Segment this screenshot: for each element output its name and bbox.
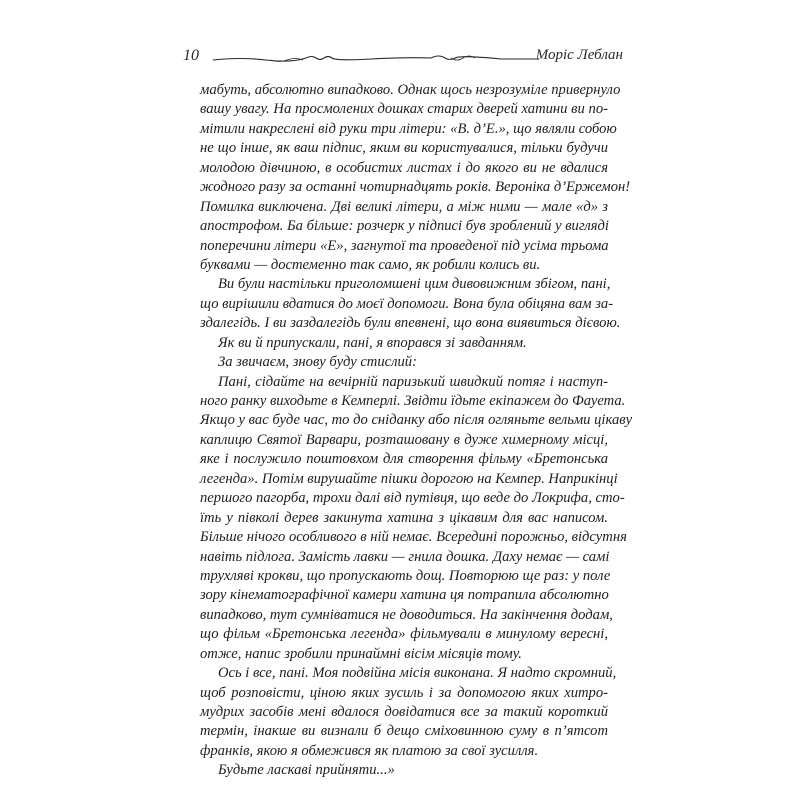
text-line: Ось і все, пані. Моя подвійна місія виконана. Я надто скромний, <box>218 665 617 682</box>
text-line: поперечини літери «Е», загнутої та проведеної під усіма трьома <box>200 237 609 254</box>
text-line: Якщо у вас буде час, то до сніданку або після огляньте вельми цікаву <box>200 412 633 429</box>
text-line: здалегідь. І ви заздалегідь були впевнені, що вона виявиться дієвою. <box>200 315 621 332</box>
text-line: їть у півколі дерев закинута хатина з цікавим для вас написом. <box>200 509 608 526</box>
body-text <box>200 81 633 781</box>
text-line: жодного разу за останні чотирнадцять років. Вероніка д’Ержемон! <box>200 179 631 196</box>
text-line: Як ви й припускали, пані, я впорався зі завданням. <box>218 334 527 351</box>
text-line: що вирішили вдатися до моєї допомоги. Вона була обіцяна вам за- <box>200 295 614 312</box>
text-line: термін, інакше ви визнали б дещо сміховинною суму в п’ятсот <box>200 723 608 740</box>
running-header <box>183 44 623 72</box>
text-line: За звичаєм, знову буду стислий: <box>218 354 417 371</box>
text-line: отже, напис зробили принаймні вісім місяців тому. <box>200 645 522 662</box>
text-line: молодою дівчиною, в особистих листах і до якого ви не вдалися <box>200 159 608 176</box>
text-line: не що інше, як ваш підпис, яким ви користувалися, тільки будучи <box>200 140 608 157</box>
text-line: мудрих засобів мені вдалося довідатися все за такий короткий <box>200 704 608 720</box>
text-line: легенда». Потім вирушайте пішки дорогою на Кемпер. Наприкінці <box>200 470 618 487</box>
text-line: Будьте ласкаві прийняти...» <box>218 762 395 779</box>
text-line: Більше нічого особливого в ній немає. Всередині порожньо, відсутня <box>200 529 627 546</box>
text-line: яке і послужило поштовхом для створення фільму «Бретонська <box>200 451 608 468</box>
text-line: вашу увагу. На просмолених дошках старих дверей хатини ви по- <box>200 101 608 118</box>
text-line: буквами — достеменно так само, як робили колись ви. <box>200 256 541 273</box>
text-line: франків, якою я обмежився як платою за свої зусилля. <box>200 742 539 759</box>
text-line: випадково, тут сумніватися не доводиться. На закінчення додам, <box>200 606 613 623</box>
text-line: апострофом. Ба більше: розчерк у підписі був зроблений у вигляді <box>200 218 609 235</box>
running-author: Моріс Леблан <box>535 47 623 63</box>
text-line: каплицю Святої Варвари, розташовану в дуже химерному місці, <box>200 431 608 448</box>
text-line: щоб розповісти, ціною яких зусиль і за допомогою яких хитро- <box>200 684 608 701</box>
text-line: зору кінематографічної камери хатина ця потрапила абсолютно <box>200 587 609 604</box>
text-line: мабуть, абсолютно випадково. Однак щось незрозуміле привернуло <box>200 82 621 98</box>
text-line: трухляві крокви, що пропускають дощ. Повторюю ще раз: у поле <box>200 567 611 584</box>
header-flourish-line <box>211 46 543 70</box>
text-line: Ви були настільки приголомшені цим дивовижним збігом, пані, <box>218 276 611 293</box>
text-line: першого пагорба, трохи далі від путівця, що веде до Локрифа, сто- <box>200 490 625 507</box>
text-line: навіть підлога. Замість лавки — гнила дошка. Даху немає — самі <box>200 548 610 565</box>
text-line: Пані, сідайте на вечірній паризький швидкий потяг і наступ- <box>218 373 608 390</box>
text-line: мітили накреслені від руки три літери: «В. д’Е.», що являли собою <box>200 120 617 137</box>
text-line: що фільм «Бретонська легенда» фільмували в минулому вересні, <box>200 626 608 643</box>
text-line: Помилка виключена. Дві великі літери, а між ними — мале «д» з <box>200 198 608 215</box>
page-number: 10 <box>183 47 199 64</box>
text-line: ного ранку виходьте в Кемперлі. Звідти їдьте екіпажем до Фауета. <box>200 393 626 409</box>
